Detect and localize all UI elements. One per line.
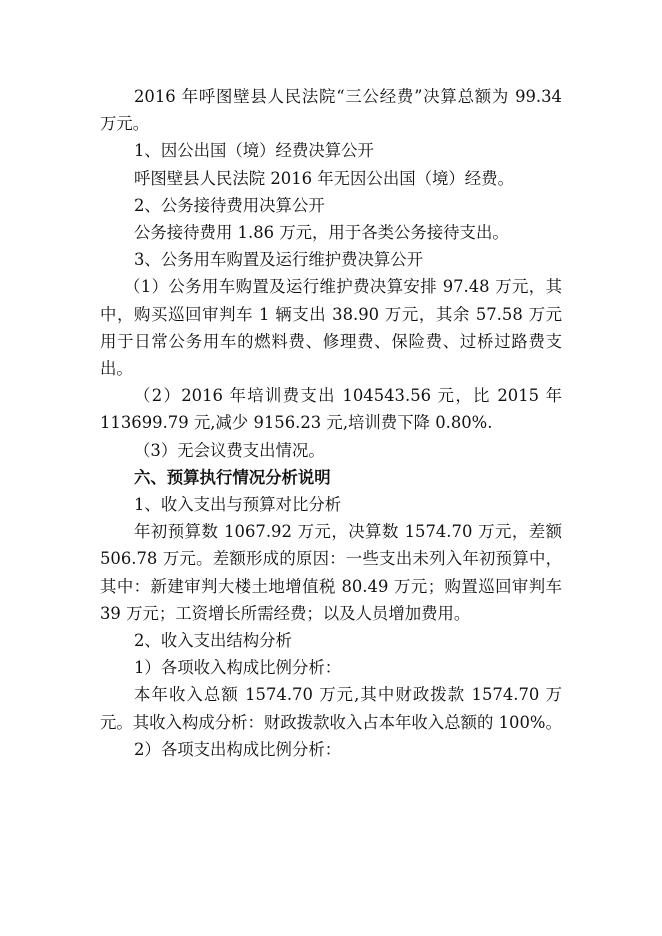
heading-overseas-expense: 1、因公出国（境）经费决算公开	[134, 141, 374, 161]
section-heading-budget-analysis: 六、预算执行情况分析说明	[134, 467, 331, 487]
paragraph-overseas-expense: 呼图壁县人民法院 2016 年无因公出国（境）经费。	[134, 168, 514, 188]
document-body	[100, 83, 562, 763]
paragraph-training-expense: （2）2016 年培训费支出 104543.56 元，比 2015 年 113699.79 元,减少 9156.23 元,培训费下降 0.80%.	[100, 386, 562, 433]
paragraph-meeting-expense: （3）无会议费支出情况。	[134, 440, 325, 460]
paragraph-san-gong-total: 2016 年呼图壁县人民法院“三公经费”决算总额为 99.34 万元。	[100, 87, 562, 134]
paragraph-income-composition: 本年收入总额 1574.70 万元,其中财政拨款 1574.70 万元。其收入构成分析：财政拨款收入占本年收入总额的 100%。	[100, 685, 562, 732]
paragraph-vehicle-expense: （1）公务用车购置及运行维护费决算安排 97.48 万元，其中，购买巡回审判车 1 辆支出 38.90 万元，其余 57.58 万元用于日常公务用车的燃料费、修理费、保险费、过桥过路费支出。	[100, 277, 562, 379]
heading-reception-expense: 2、公务接待费用决算公开	[134, 195, 325, 215]
heading-expense-composition: 2）各项支出构成比例分析：	[134, 739, 342, 759]
heading-vehicle-expense: 3、公务用车购置及运行维护费决算公开	[134, 250, 424, 270]
heading-budget-comparison: 1、收入支出与预算对比分析	[134, 495, 342, 515]
paragraph-budget-comparison: 年初预算数 1067.92 万元，决算数 1574.70 万元，差额 506.78 万元。差额形成的原因：一些支出未列入年初预算中，其中：新建审判大楼土地增值税 80.49 万元；购置巡回审判车 39 万元；工资增长所需经费；以及人员增加费用。	[100, 522, 562, 623]
heading-structure-analysis: 2、收入支出结构分析	[134, 631, 292, 651]
heading-income-composition: 1）各项收入构成比例分析：	[134, 658, 342, 678]
paragraph-reception-expense: 公务接待费用 1.86 万元，用于各类公务接待支出。	[134, 223, 509, 243]
